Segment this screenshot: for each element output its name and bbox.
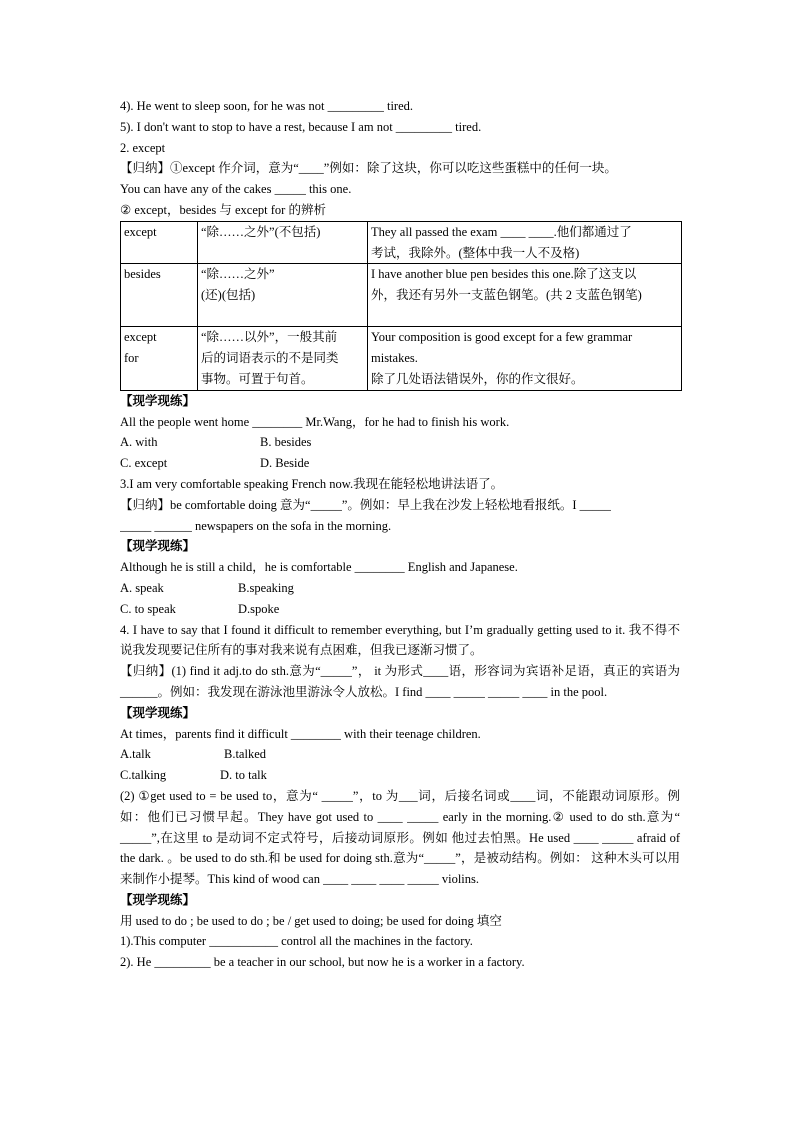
comparison-table xyxy=(120,221,682,391)
table-row xyxy=(121,221,682,264)
exercise-line: 1).This computer ___________ control all the machines in the factory. xyxy=(120,934,473,949)
section-heading: 4. I have to say that I found it difficult to remember everything, but I’m gradually getting used to it. 我不得不说我发现要记住所有的事对我来说有点困难，但我已逐渐习惯了。 xyxy=(120,622,680,658)
option-a: A.talk xyxy=(120,747,151,762)
practice-label: 【现学现练】 xyxy=(120,705,196,720)
practice-label: 【现学现练】 xyxy=(120,539,196,554)
option-c: C.talking xyxy=(120,768,167,783)
option-d: D.spoke xyxy=(238,601,280,616)
example-cell: I have another blue pen besides this one.除了这支以 外，我还有另外一支蓝色钢笔。(共 2 支蓝色钢笔) xyxy=(368,264,682,327)
summary-line: _____ ______ newspapers on the sofa in the morning. xyxy=(120,518,392,533)
summary-paragraph: (2) ①get used to = be used to，意为“ _____”，to 为___词，后接名词或____词，不能跟动词原形。例如：他们已习惯早起。They have got used to ____ _____ early in the morning.② used to do sth.意为“ _____”,在这里 to 是动词不定式符号，后接动词原形。例如 他过去怕黑。He used ____ _____ afraid of the dark. 。be used to do sth.和 be used for doing sth.意为“_____”，是被动结构。例如： 这种木头可以用来制作小提琴。This kind of wood can ____ ____ ____ _____ violins. xyxy=(120,788,680,887)
practice-label: 【现学现练】 xyxy=(120,393,196,408)
meaning-cell: “除……之外”(不包括) xyxy=(198,221,368,264)
option-row xyxy=(120,599,680,620)
option-row xyxy=(120,744,680,765)
table-row xyxy=(121,264,682,327)
exercise-line: 2). He _________ be a teacher in our school, but now he is a worker in a factory. xyxy=(120,955,525,970)
example-cell: They all passed the exam ____ ____.他们都通过了 考试，我除外。(整体中我一人不及格) xyxy=(368,221,682,264)
exercise-line: 5). I don't want to stop to have a rest, because I am not _________ tired. xyxy=(120,119,482,134)
compare-title: ② except，besides 与 except for 的辨析 xyxy=(120,202,326,217)
option-row xyxy=(120,765,680,786)
option-row xyxy=(120,453,680,474)
summary-paragraph: 【归纳】(1) find it adj.to do sth.意为“_____”， it 为形式____语，形容词为宾语补足语，真正的宾语为______。例如：我发现在游泳池里游泳令人放松。I find ____ _____ _____ ____ in the pool. xyxy=(120,664,680,699)
option-b: B. besides xyxy=(260,435,312,450)
option-row xyxy=(120,432,680,453)
meaning-cell: “除……之外” (还)(包括) xyxy=(198,264,368,327)
section-heading: 3.I am very comfortable speaking French now.我现在能轻松地讲法语了。 xyxy=(120,476,504,491)
question-text: Although he is still a child，he is comfortable ________ English and Japanese. xyxy=(120,560,518,575)
practice-label: 【现学现练】 xyxy=(120,892,196,907)
option-a: A. speak xyxy=(120,580,164,595)
option-d: D. Beside xyxy=(260,456,310,471)
option-a: A. with xyxy=(120,435,158,450)
option-row xyxy=(120,578,680,599)
question-text: At times，parents find it difficult ________ with their teenage children. xyxy=(120,726,481,741)
meaning-cell: “除……以外”，一般其前 后的词语表示的不是同类 事物。可置于句首。 xyxy=(198,327,368,390)
example-cell: Your composition is good except for a few grammar mistakes. 除了几处语法错误外，你的作文很好。 xyxy=(368,327,682,390)
table-row xyxy=(121,327,682,390)
summary-line: 【归纳】①except 作介词，意为“____”例如：除了这块，你可以吃这些蛋糕中的任何一块。 xyxy=(120,161,617,176)
option-b: B.talked xyxy=(224,747,267,762)
worksheet-page xyxy=(120,96,680,973)
summary-line: You can have any of the cakes _____ this one. xyxy=(120,182,352,197)
option-c: C. to speak xyxy=(120,601,176,616)
word-cell: except xyxy=(121,221,198,264)
option-b: B.speaking xyxy=(238,580,294,595)
option-d: D. to talk xyxy=(220,768,267,783)
section-heading: 2. except xyxy=(120,140,166,155)
word-cell: except for xyxy=(121,327,198,390)
summary-line: 【归纳】be comfortable doing 意为“_____”。例如：早上我在沙发上轻松地看报纸。I _____ xyxy=(120,497,611,512)
instruction-text: 用 used to do ; be used to do ; be / get used to doing; be used for doing 填空 xyxy=(120,913,502,928)
word-cell: besides xyxy=(121,264,198,327)
option-c: C. except xyxy=(120,456,168,471)
question-text: All the people went home ________ Mr.Wang，for he had to finish his work. xyxy=(120,414,510,429)
exercise-line: 4). He went to sleep soon, for he was not _________ tired. xyxy=(120,99,413,113)
